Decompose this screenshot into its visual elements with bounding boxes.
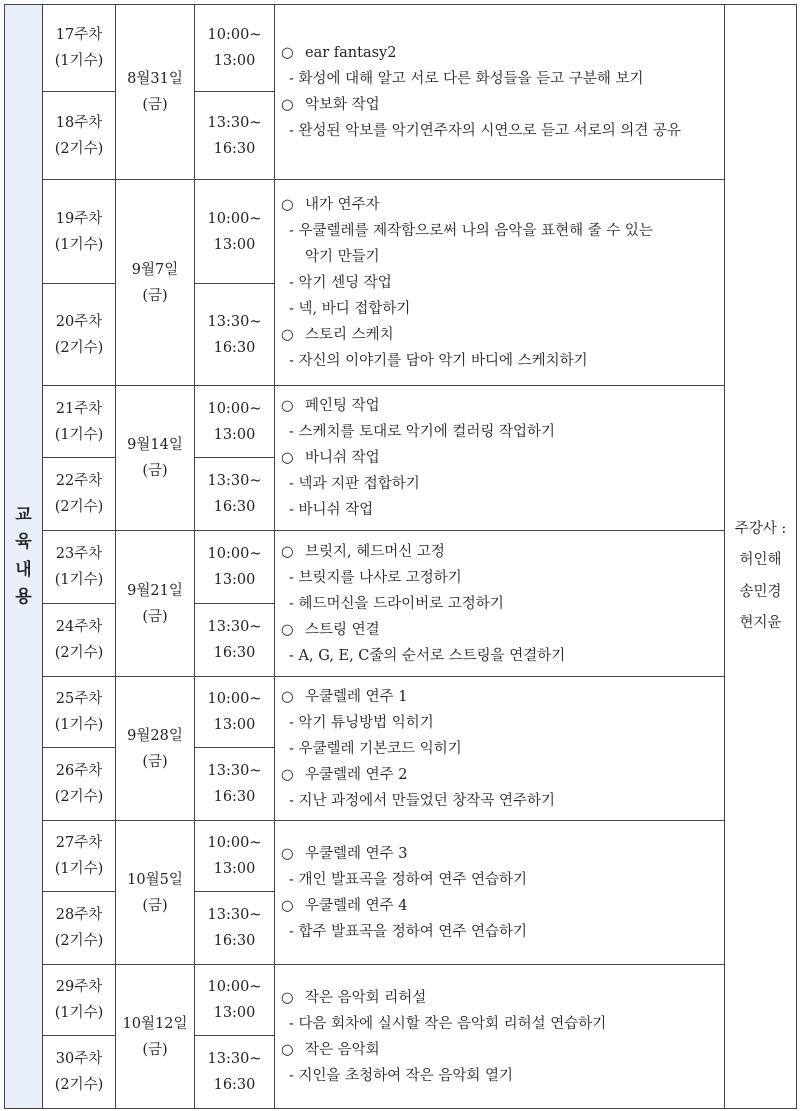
time-cell [195, 458, 275, 531]
time-end: 16:30 [213, 339, 256, 356]
time-cell [195, 180, 275, 284]
activity-detail: - 악기 센딩 작업 [289, 274, 392, 291]
section-label-char: 용 [15, 586, 32, 607]
week-number: 28주차 [55, 907, 103, 923]
time-cell [195, 5, 275, 92]
date-cell [116, 386, 195, 531]
section-label-char: 육 [15, 532, 32, 553]
session-row [5, 965, 797, 1036]
week-number: 23주차 [55, 546, 103, 562]
activity-title: ○ 우쿨렐레 연주 1 [281, 684, 718, 710]
time-cell [195, 284, 275, 386]
time-end: 13:00 [213, 572, 256, 588]
time-start: 10:00~ [207, 835, 262, 851]
activity-detail: - A, G, E, C줄의 순서로 스트링을 연결하기 [289, 647, 566, 664]
time-start: 10:00~ [207, 210, 262, 227]
activity-detail: - 넥과 지판 접합하기 [289, 476, 420, 492]
activity-detail: - 개인 발표곡을 정하여 연주 연습하기 [289, 871, 528, 888]
cohort-label: (1기수) [54, 53, 104, 69]
activity-detail: - 스케치를 토대로 악기에 컬러링 작업하기 [289, 424, 556, 440]
time-start: 13:30~ [207, 763, 262, 779]
cohort-label: (2기수) [54, 1077, 104, 1093]
week-cell [43, 180, 116, 284]
time-start: 13:30~ [207, 114, 262, 131]
time-end: 13:00 [213, 861, 256, 877]
time-cell [195, 677, 275, 748]
session-date: 9월7일 [131, 261, 179, 278]
section-label-char: 교 [15, 505, 32, 526]
content-cell [275, 531, 725, 677]
time-cell [195, 1036, 275, 1109]
activity-title: ○ 작은 음악회 리허설 [281, 985, 718, 1011]
time-start: 13:30~ [207, 473, 262, 489]
section-label [5, 5, 43, 1109]
week-cell [43, 892, 116, 965]
cohort-label: (2기수) [54, 499, 104, 515]
cohort-label: (1기수) [54, 717, 104, 733]
cohort-label: (2기수) [54, 789, 104, 805]
instructor-list [725, 474, 796, 639]
cohort-label: (2기수) [54, 933, 104, 949]
cohort-label: (1기수) [54, 236, 104, 253]
time-cell [195, 386, 275, 458]
schedule-body [5, 5, 797, 1109]
session-weekday: (금) [142, 897, 168, 914]
time-start: 10:00~ [207, 27, 262, 43]
activity-detail: - 완성된 악보를 악기연주자의 시연으로 듣고 서로의 의견 공유 [289, 123, 681, 139]
week-number: 19주차 [55, 210, 103, 227]
time-end: 13:00 [213, 1005, 256, 1021]
session-row [5, 180, 797, 284]
cohort-label: (1기수) [54, 572, 104, 588]
week-number: 21주차 [55, 400, 103, 417]
week-cell [43, 458, 116, 531]
time-start: 13:30~ [207, 1051, 262, 1067]
week-cell [43, 1036, 116, 1109]
content-cell [275, 386, 725, 531]
session-weekday: (금) [142, 608, 168, 625]
week-cell [43, 531, 116, 604]
session-date: 9월14일 [127, 437, 183, 453]
session-date: 9월21일 [127, 582, 183, 599]
activity-title: ○ 내가 연주자 [281, 192, 718, 218]
week-number: 27주차 [55, 835, 103, 851]
content-cell [275, 821, 725, 965]
instructor-name: 송민경 [739, 583, 782, 600]
session-date: 9월28일 [127, 727, 183, 744]
time-end: 13:00 [213, 236, 256, 253]
cohort-label: (2기수) [54, 140, 104, 157]
time-start: 10:00~ [207, 691, 262, 707]
week-number: 26주차 [55, 763, 103, 779]
session-weekday: (금) [142, 97, 168, 113]
session-date: 8월31일 [127, 71, 183, 87]
time-start: 10:00~ [207, 979, 262, 995]
activity-detail: - 악기 튜닝방법 익히기 [289, 714, 434, 731]
time-start: 13:30~ [207, 907, 262, 923]
week-cell [43, 677, 116, 748]
week-number: 24주차 [55, 619, 103, 635]
time-end: 16:30 [213, 140, 256, 157]
week-number: 22주차 [55, 473, 103, 489]
week-cell [43, 92, 116, 180]
activity-title: ○ 스트링 연결 [281, 617, 718, 643]
activity-detail: - 브릿지를 나사로 고정하기 [289, 569, 462, 586]
week-number: 18주차 [55, 114, 103, 131]
week-cell [43, 604, 116, 677]
time-end: 16:30 [213, 933, 256, 949]
cohort-label: (2기수) [54, 339, 104, 356]
week-cell [43, 5, 116, 92]
content-cell [275, 180, 725, 386]
session-date: 10월12일 [122, 1015, 188, 1032]
session-row [5, 677, 797, 748]
time-cell [195, 531, 275, 604]
activity-title: ○ 우쿨렐레 연주 4 [281, 893, 718, 919]
activity-title: ○ 스토리 스케치 [281, 322, 718, 348]
time-end: 16:30 [213, 1077, 256, 1093]
content-cell [275, 677, 725, 821]
activity-title: ○ ear fantasy2 [281, 40, 718, 66]
week-number: 20주차 [55, 313, 103, 330]
activity-title: ○ 페인팅 작업 [281, 393, 718, 419]
session-row [5, 821, 797, 892]
activity-title: ○ 악보화 작업 [281, 92, 718, 118]
time-end: 16:30 [213, 499, 256, 515]
activity-detail: - 지인을 초청하여 작은 음악회 열기 [289, 1067, 514, 1084]
activity-detail: - 다음 회차에 실시할 작은 음악회 리허설 연습하기 [289, 1015, 607, 1032]
cohort-label: (1기수) [54, 426, 104, 443]
week-cell [43, 821, 116, 892]
section-label-char: 내 [15, 559, 32, 580]
content-cell [275, 965, 725, 1109]
week-cell [43, 284, 116, 386]
date-cell [116, 180, 195, 386]
time-cell [195, 748, 275, 821]
date-cell [116, 5, 195, 180]
time-end: 16:30 [213, 789, 256, 805]
date-cell [116, 965, 195, 1109]
activity-detail: - 화성에 대해 알고 서로 다른 화성들을 듣고 구분해 보기 [289, 71, 644, 87]
time-cell [195, 92, 275, 180]
instructor-cell [725, 5, 797, 1109]
activity-detail: - 합주 발표곡을 정하여 연주 연습하기 [289, 923, 528, 940]
session-weekday: (금) [142, 753, 168, 770]
session-weekday: (금) [142, 1041, 168, 1058]
time-cell [195, 965, 275, 1036]
time-cell [195, 821, 275, 892]
week-cell [43, 965, 116, 1036]
week-cell [43, 748, 116, 821]
session-row [5, 5, 797, 92]
time-cell [195, 892, 275, 965]
session-date: 10월5일 [127, 871, 183, 888]
week-number: 17주차 [55, 27, 103, 43]
activity-detail: - 바니쉬 작업 [289, 502, 374, 518]
activity-detail: 악기 만들기 [305, 248, 380, 265]
week-number: 25주차 [55, 691, 103, 707]
date-cell [116, 677, 195, 821]
date-cell [116, 531, 195, 677]
activity-detail: - 우쿨렐레를 제작함으로써 나의 음악을 표현해 줄 수 있는 [289, 222, 653, 239]
activity-detail: - 넥, 바디 접합하기 [289, 300, 411, 317]
session-row [5, 386, 797, 458]
cohort-label: (1기수) [54, 1005, 104, 1021]
activity-title: ○ 우쿨렐레 연주 2 [281, 762, 718, 788]
time-start: 10:00~ [207, 546, 262, 562]
activity-title: ○ 우쿨렐레 연주 3 [281, 841, 718, 867]
week-cell [43, 386, 116, 458]
time-end: 13:00 [213, 426, 256, 443]
schedule-table [4, 4, 797, 1109]
session-row [5, 531, 797, 604]
time-start: 13:30~ [207, 313, 262, 330]
content-cell [275, 5, 725, 180]
cohort-label: (1기수) [54, 861, 104, 877]
instructor-role: 주강사 : [734, 521, 787, 538]
activity-title: ○ 브릿지, 헤드머신 고정 [281, 539, 718, 565]
instructor-name: 현지윤 [739, 614, 782, 631]
session-weekday: (금) [142, 287, 168, 304]
instructor-name: 허인해 [739, 552, 782, 569]
time-start: 13:30~ [207, 619, 262, 635]
activity-title: ○ 바니쉬 작업 [281, 445, 718, 471]
time-cell [195, 604, 275, 677]
activity-title: ○ 작은 음악회 [281, 1037, 718, 1063]
activity-detail: - 헤드머신을 드라이버로 고정하기 [289, 595, 504, 612]
week-number: 29주차 [55, 979, 103, 995]
time-start: 10:00~ [207, 400, 262, 417]
activity-detail: - 우쿨렐레 기본코드 익히기 [289, 740, 462, 757]
time-end: 13:00 [213, 53, 256, 69]
cohort-label: (2기수) [54, 645, 104, 661]
week-number: 30주차 [55, 1051, 103, 1067]
activity-detail: - 자신의 이야기를 담아 악기 바디에 스케치하기 [289, 352, 588, 369]
date-cell [116, 821, 195, 965]
time-end: 13:00 [213, 717, 256, 733]
activity-detail: - 지난 과정에서 만들었던 창작곡 연주하기 [289, 792, 556, 809]
time-end: 16:30 [213, 645, 256, 661]
session-weekday: (금) [142, 463, 168, 479]
